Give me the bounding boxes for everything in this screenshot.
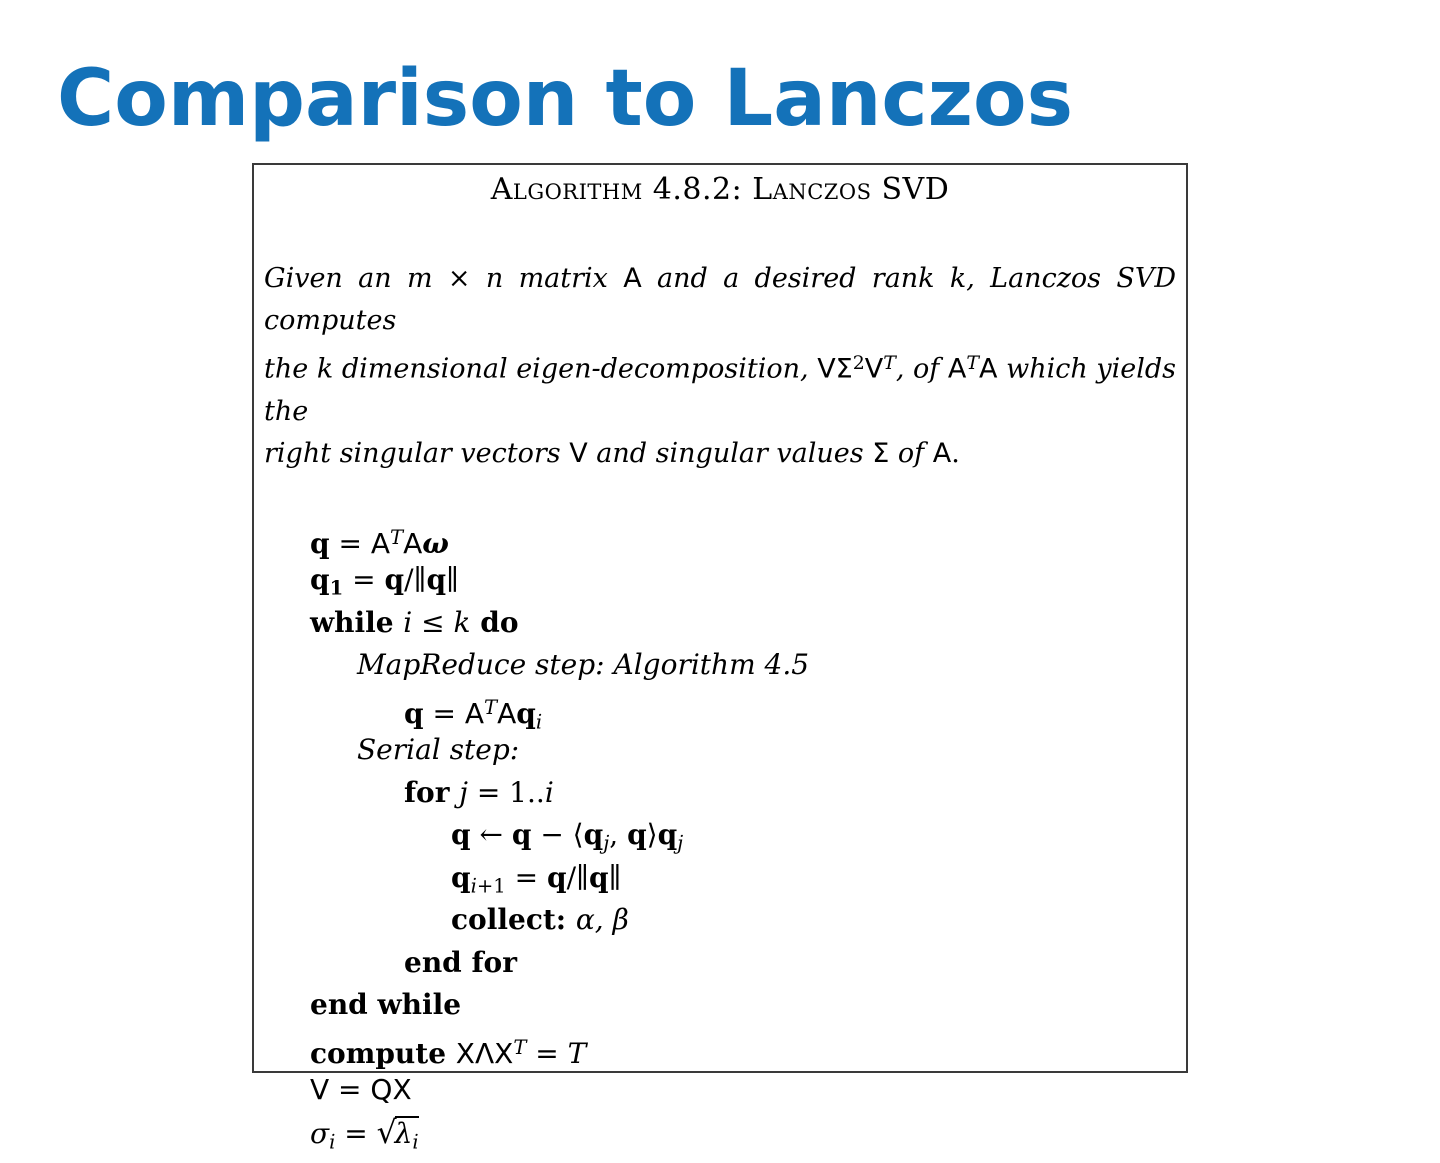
math-segment: T [484,695,498,719]
math-segment: × [432,263,486,294]
algorithm-step-line [310,1027,1186,1070]
algorithm-step-line [451,899,1186,942]
algorithm-step-line [310,517,1186,560]
math-segment: i [535,709,543,733]
algorithm-step-line [451,814,1186,857]
math-segment: q [310,563,330,596]
math-segment: T [390,525,404,549]
description-line-3 [264,433,1176,475]
math-segment: Serial step: [357,733,520,766]
math-segment: ← [470,818,512,851]
math-segment: , Lanczos SVD computes [264,263,1176,336]
math-segment: j [677,831,684,855]
math-segment: q [451,818,471,851]
math-segment: j [603,831,610,855]
algorithm-step-line [404,772,1186,815]
math-segment: ∥ [446,563,459,596]
math-segment: σ [310,1116,330,1150]
math-segment: q [384,563,405,596]
math-segment: V [310,1073,330,1106]
math-segment: , [609,818,628,851]
math-segment: QX [370,1073,412,1106]
math-segment: T [513,1035,527,1059]
algorithm-step-line [310,559,1186,602]
math-segment: A [623,263,642,294]
math-segment: for [404,775,460,809]
math-segment: dimensional eigen-decomposition, [333,353,818,385]
math-segment: i [470,873,477,897]
math-segment: q [547,860,567,894]
math-segment: k [316,353,334,385]
math-segment: q [404,696,424,730]
algorithm-header: Algorithm 4.8.2: Lanczos SVD [490,172,950,207]
algorithm-step-line [451,857,1186,900]
math-segment: and singular values [587,437,873,469]
algorithm-step-line [310,602,1186,645]
math-segment: XΛX [455,1036,514,1070]
math-segment: q [627,818,647,851]
algorithm-steps [254,517,1186,1155]
math-segment: ω [422,526,449,560]
algorithm-step-line [310,1069,1186,1112]
algorithm-step-line [310,1112,1186,1155]
math-segment: A [497,696,517,730]
math-segment: = [526,1036,568,1070]
math-segment: A [370,526,390,560]
algorithm-step-line [310,984,1186,1027]
math-segment: α, β [575,903,629,936]
math-segment: V [569,437,588,469]
math-segment: q [451,860,471,894]
slide-title: Comparison to Lanczos [57,54,1074,144]
math-segment: collect: [451,903,576,936]
algorithm-step-line [404,942,1186,985]
description-line-1 [264,258,1176,342]
math-segment: do [470,605,519,639]
math-segment: . [951,437,960,469]
math-segment: i [412,1129,419,1153]
math-segment: = 1.. [467,775,545,809]
math-segment: q [583,818,604,851]
math-segment: = [335,1116,377,1150]
math-segment: 2 [852,352,865,374]
math-segment: = [343,563,385,596]
algorithm-box [252,163,1188,1153]
math-segment: q [426,563,447,596]
math-segment: A [464,696,484,730]
math-segment: /∥ [404,563,427,596]
algorithm-step-line [357,729,1186,772]
math-segment: λ [394,1116,413,1150]
math-segment: the [264,353,317,385]
math-segment: k [949,263,967,294]
algorithm-step-line [357,644,1186,687]
math-segment: − ⟨ [531,818,584,851]
math-segment: i [403,605,413,639]
math-segment: i [544,775,554,809]
math-segment: q [588,860,609,894]
math-segment: A [947,353,967,385]
math-segment: = [423,696,465,730]
math-segment: q [657,818,678,851]
description-line-2 [264,342,1176,433]
math-segment [395,1116,419,1153]
algorithm-description [264,258,1176,475]
math-segment: ∥ [608,860,622,894]
math-segment: and a desired rank [641,263,950,294]
math-segment: 1 [329,576,344,600]
math-segment: i [329,1129,336,1153]
math-segment: A [979,353,998,385]
math-segment: m [406,263,433,294]
math-segment: = [505,860,548,894]
math-segment: q [310,526,330,560]
math-segment: while [310,605,404,639]
math-segment: q [511,818,532,851]
math-segment: Σ [872,437,890,469]
math-segment: V [864,353,884,385]
math-segment: compute [310,1036,456,1070]
math-segment: n [485,263,504,294]
math-segment: right singular vectors [264,437,570,469]
math-segment: j [459,775,468,809]
math-segment: matrix [503,263,624,294]
algorithm-step-line [404,687,1186,733]
math-segment: T [567,1036,587,1070]
math-segment: A [932,437,952,469]
math-segment: end for [404,945,517,979]
math-segment: k [453,605,471,639]
math-segment: q [516,696,536,730]
math-segment: A [403,526,423,560]
math-segment: T [883,352,896,374]
math-segment: T [966,352,979,374]
math-segment: MapReduce step: Algorithm 4.5 [357,648,810,681]
math-segment: Given an [264,263,407,294]
math-segment: = [329,1073,371,1106]
math-segment: = [329,526,371,560]
math-segment: ≤ [412,605,454,639]
math-segment: , of [895,353,948,385]
math-segment: +1 [476,873,506,897]
math-segment: end while [310,988,462,1021]
math-segment: of [889,437,933,469]
math-segment: /∥ [566,860,589,894]
math-segment: ⟩ [646,818,658,851]
math-segment: √ [376,1115,397,1152]
math-segment: VΣ [817,353,853,385]
math-segment: which yields the [264,353,1176,427]
